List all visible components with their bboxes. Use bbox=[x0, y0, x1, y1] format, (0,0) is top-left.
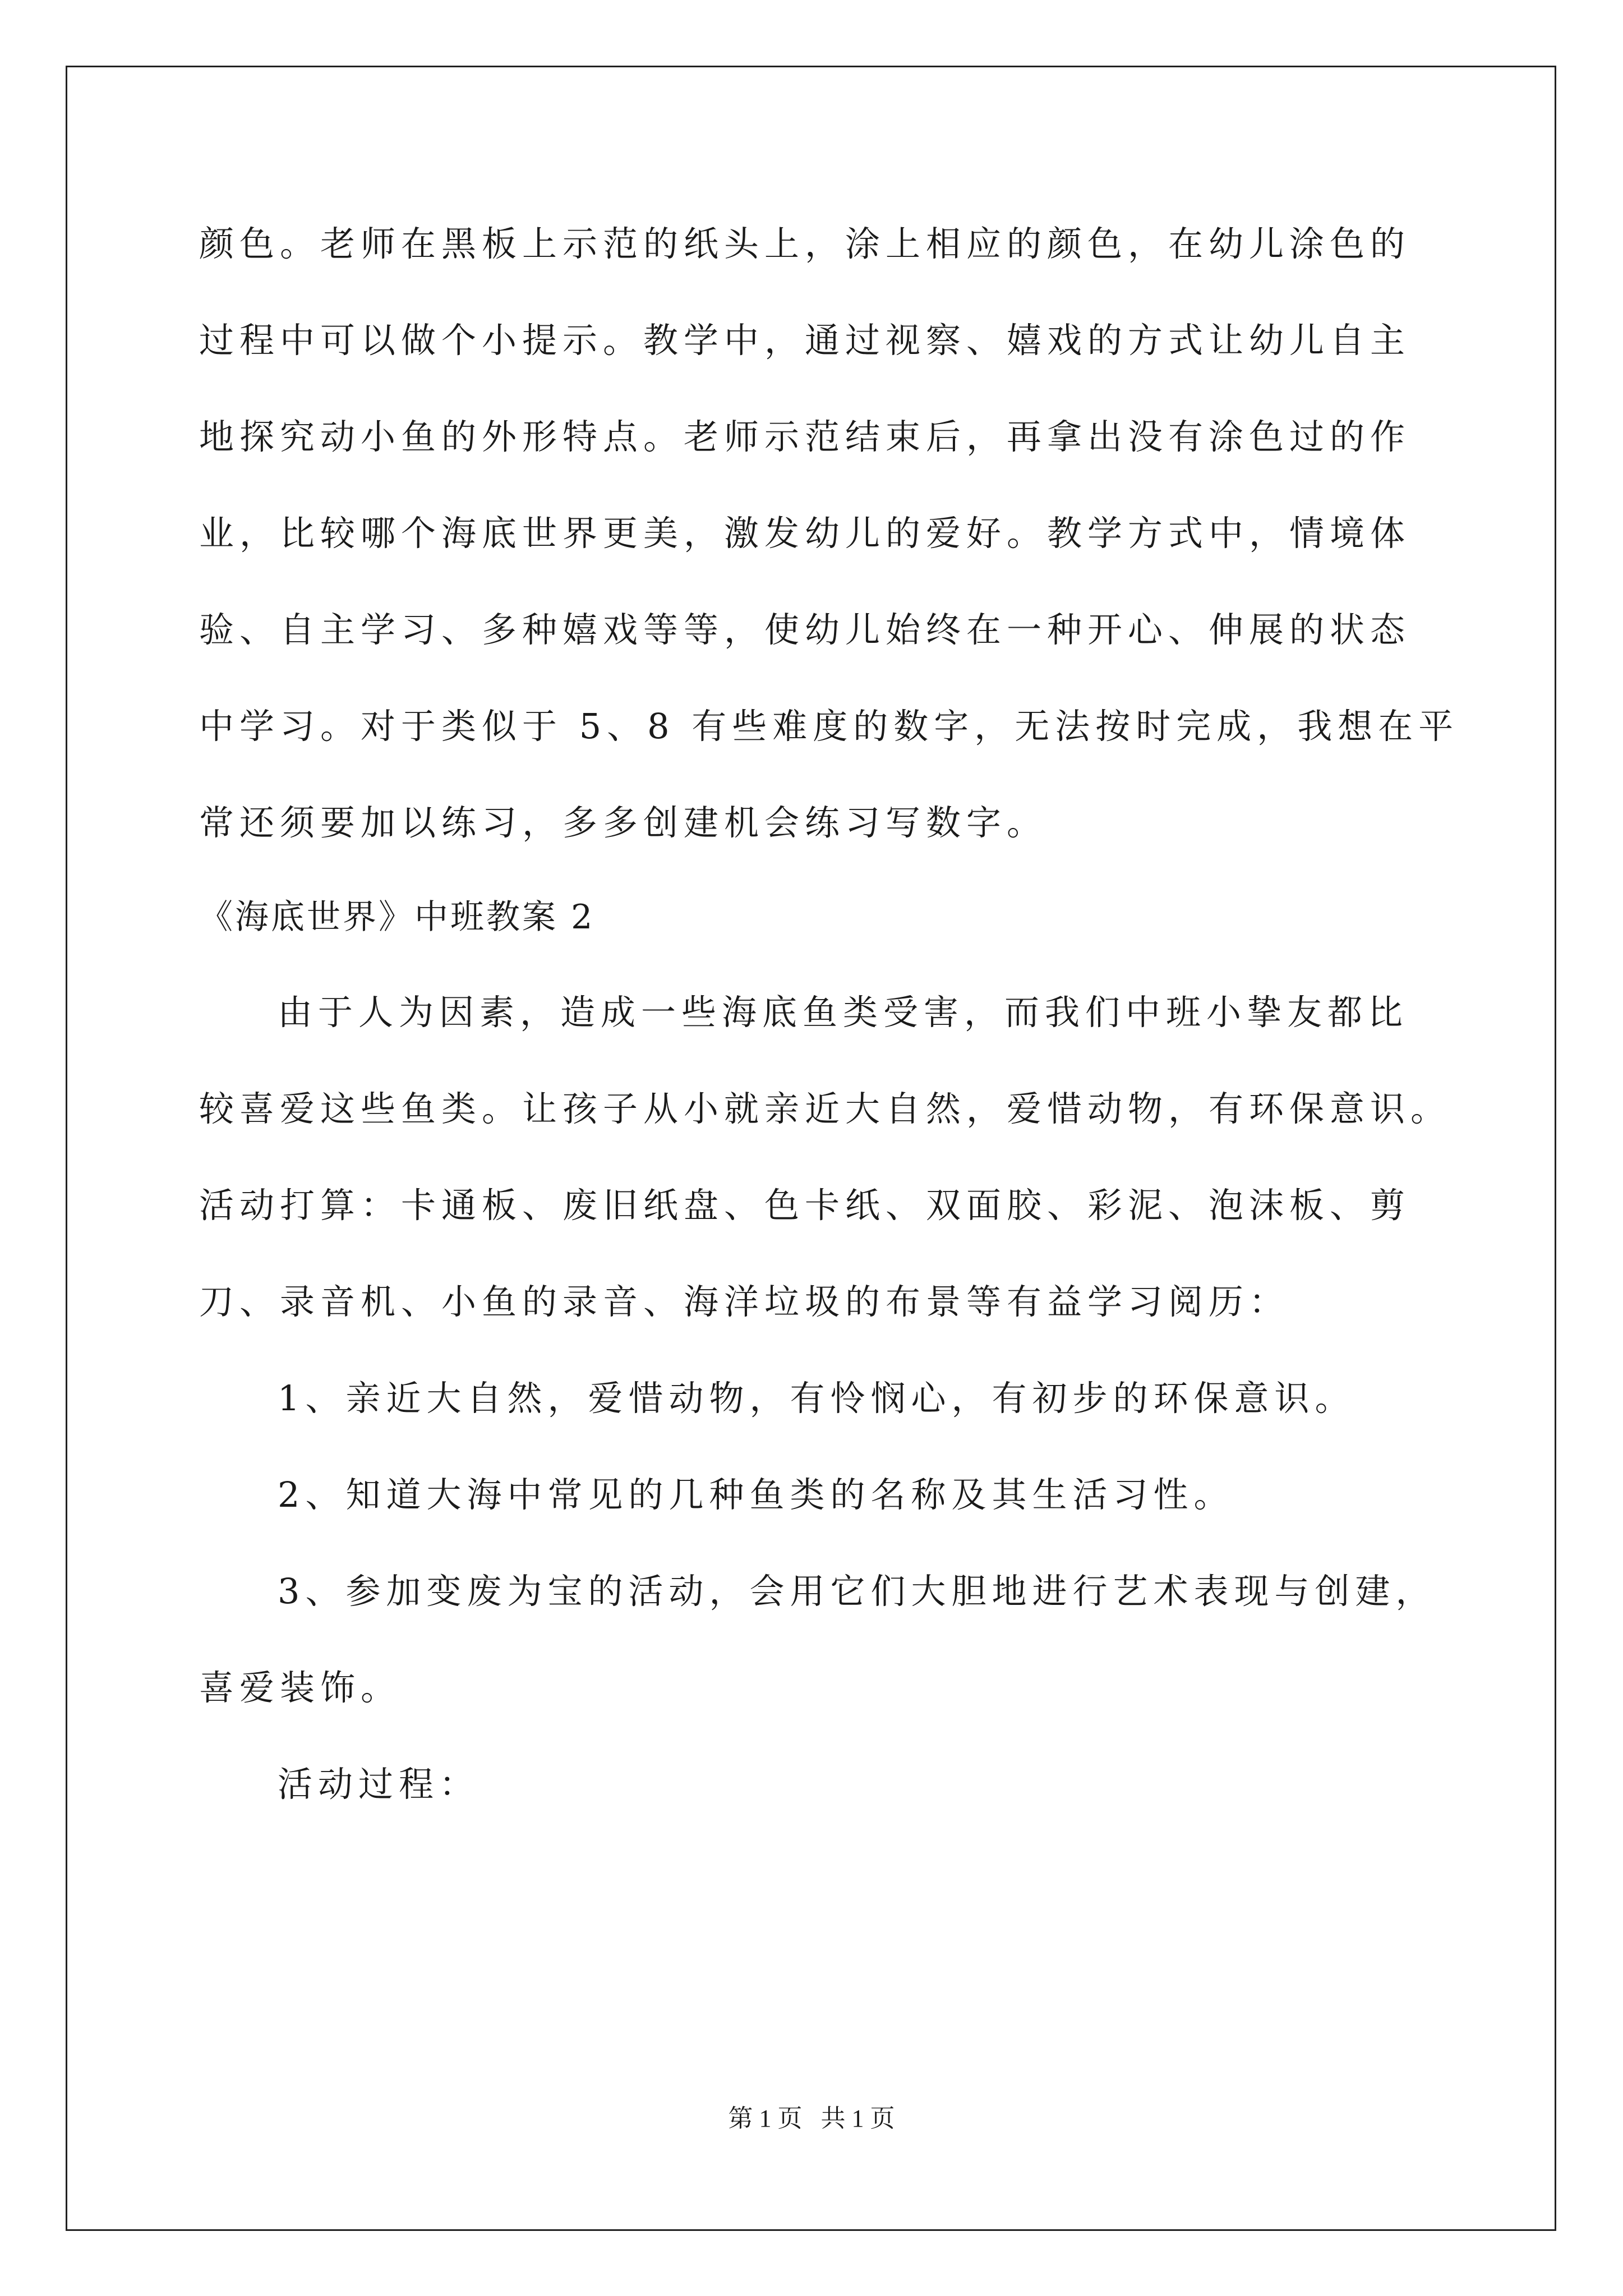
list-item: 2、知道大海中常见的几种鱼类的名称及其生活习性。 bbox=[278, 1474, 1234, 1515]
paragraph-line: 由于人为因素，造成一些海底鱼类受害，而我们中班小挚友都比 bbox=[278, 992, 1409, 1033]
paragraph-line: 验、自主学习、多种嬉戏等等，使幼儿始终在一种开心、伸展的状态 bbox=[199, 609, 1411, 650]
paragraph-line: 喜爱装饰。 bbox=[199, 1667, 402, 1708]
list-item: 3、参加变废为宝的活动，会用它们大胆地进行艺术表现与创建， bbox=[278, 1571, 1436, 1612]
section-heading: 《海底世界》中班教案 2 bbox=[199, 898, 595, 937]
paragraph-line: 刀、录音机、小鱼的录音、海洋垃圾的布景等有益学习阅历： bbox=[199, 1281, 1290, 1322]
paragraph-line: 中学习。对于类似于 5、8 有些难度的数字，无法按时完成，我想在平 bbox=[199, 706, 1459, 747]
paragraph-line: 活动过程： bbox=[278, 1764, 480, 1805]
paragraph-line: 过程中可以做个小提示。教学中，通过视察、嬉戏的方式让幼儿自主 bbox=[199, 320, 1411, 361]
paragraph-line: 较喜爱这些鱼类。让孩子从小就亲近大自然，爱惜动物，有环保意识。 bbox=[199, 1088, 1451, 1129]
paragraph-line: 颜色。老师在黑板上示范的纸头上，涂上相应的颜色，在幼儿涂色的 bbox=[199, 223, 1411, 264]
list-item: 1、亲近大自然，爱惜动物，有怜悯心，有初步的环保意识。 bbox=[278, 1378, 1355, 1419]
page-border bbox=[66, 66, 1556, 2231]
paragraph-line: 常还须要加以练习，多多创建机会练习写数字。 bbox=[199, 802, 1048, 843]
paragraph-line: 业，比较哪个海底世界更美，激发幼儿的爱好。教学方式中，情境体 bbox=[199, 513, 1411, 554]
page-number-footer: 第 1 页 共 1 页 bbox=[728, 2105, 895, 2132]
paragraph-line: 地探究动小鱼的外形特点。老师示范结束后，再拿出没有涂色过的作 bbox=[199, 416, 1411, 457]
paragraph-line: 活动打算：卡通板、废旧纸盘、色卡纸、双面胶、彩泥、泡沫板、剪 bbox=[199, 1185, 1411, 1226]
